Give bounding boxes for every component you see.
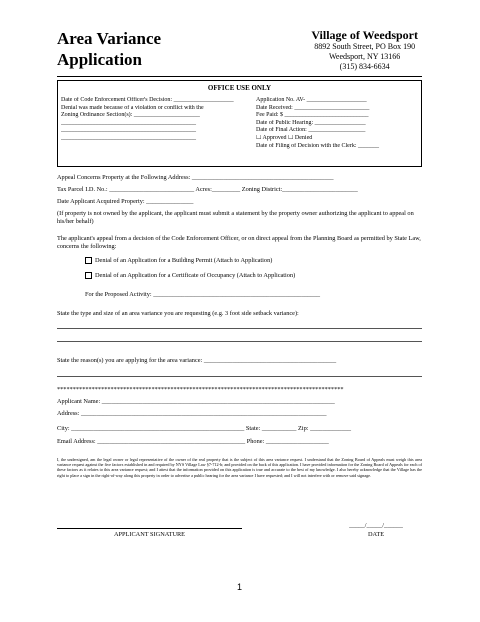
office-left-line[interactable]: _____________________________________________ (61, 119, 196, 126)
header-divider (57, 76, 422, 77)
tax-parcel-field[interactable]: Tax Parcel I.D. No.: ___________________________ Acres:_________ Zoning District:________________________ (57, 186, 358, 193)
certification-statement: I, the undersigned, am the legal owner or legal representative of the owner of the real property that is the subject of this area variance request. I understand that the Zoning Board of Appeals must weigh this area variance request against the five factors established in and required by NYS Village Law §7-712-b; and provided on the back of this application. I have provided information for the Zoning Board of Appeals for each of these factors as it relates to this area variance request; and I attest that the information provided on this application is true and accurate to the best of my knowledge. I also hereby acknowledge that the Village has the right to place a sign in the right-of-way along this property in order to advertise a public hearing for the area variance I have requested; and I will not interfere with or remove said signage. (57, 457, 422, 478)
appeal-intro: The applicant's appeal from a decision of the Code Enforcement Officer, or on direct appeal from the Planning Board as permitted by State Law, concerns the following: (57, 235, 421, 250)
reasons-field[interactable]: State the reason(s) you are applying for the area variance: __________________________________________ (57, 357, 337, 364)
variance-type-line[interactable] (57, 328, 422, 329)
reasons-line[interactable] (57, 376, 422, 377)
office-right-column (256, 97, 416, 150)
office-right-line[interactable]: Date of Public Hearing: _________________ (256, 119, 366, 126)
title-line-1: Area Variance (57, 29, 162, 48)
office-right-line[interactable]: Application No. AV- ____________________ (256, 97, 367, 103)
village-address-2: Weedsport, NY 13166 (329, 52, 401, 61)
appeal-property-field[interactable]: Appeal Concerns Property at the Following Address: _____________________________________________ (57, 174, 334, 181)
checkbox-icon[interactable] (85, 272, 92, 279)
office-left-column (61, 97, 256, 143)
option-building-permit[interactable] (85, 257, 422, 265)
signature-line[interactable] (57, 528, 242, 529)
title-line-2: Application (57, 50, 143, 69)
office-right-line[interactable]: ☐ Approved ☐ Denied (256, 134, 313, 141)
checkbox-icon[interactable] (85, 257, 92, 264)
option-building-permit-label: Denial of an Application for a Building Permit (Attach to Application) (95, 257, 273, 264)
option-certificate-occupancy-label: Denial of an Application for a Certificate of Occupancy (Attach to Application) (95, 272, 296, 279)
office-left-line[interactable]: Zoning Ordinance Section(s): ______________________ (61, 112, 200, 119)
page-number: 1 (237, 582, 243, 592)
owner-note: (If property is not owned by the applicant, the applicant must submit a statement by the property owner authorizing the applicant to appeal on his/her behalf) (57, 210, 414, 225)
proposed-activity-field[interactable]: For the Proposed Activity: _____________________________________________________ (85, 291, 321, 298)
office-right-line[interactable]: Fee Paid: $ ____________________________ (256, 112, 369, 119)
variance-type-line[interactable] (57, 341, 422, 342)
office-left-line: Denial was made because of a violation or conflict with the (61, 104, 204, 111)
variance-type-prompt: State the type and size of an area variance you are requesting (e.g. 3 foot side setback variance): (57, 310, 299, 317)
email-phone-field[interactable]: Email Address: _______________________________________________ Phone: ____________________ (57, 438, 329, 445)
address-field[interactable]: Address: ______________________________________________________________________________ (57, 410, 327, 417)
village-name: Village of Weedsport (311, 28, 418, 42)
date-label: DATE (367, 531, 385, 538)
office-right-line[interactable]: Date of Filing of Decision with the Clerk: _______ (256, 142, 379, 149)
office-right-line[interactable]: Date Received: _________________________ (256, 104, 370, 111)
option-certificate-occupancy[interactable] (85, 272, 422, 280)
office-left-line[interactable]: Date of Code Enforcement Officer's Decision: ____________________ (61, 97, 234, 103)
form-title (57, 28, 161, 70)
village-header (311, 28, 418, 72)
village-phone: (315) 834-6634 (339, 62, 390, 71)
date-blank[interactable]: _____/_____/______ (349, 522, 403, 529)
office-right-line[interactable]: Date of Final Action: ___________________ (256, 127, 366, 134)
applicant-name-field[interactable]: Applicant Name: __________________________________________________________________________ (57, 398, 335, 405)
date-acquired-field[interactable]: Date Applicant Acquired Property: _______________ (57, 198, 194, 205)
city-state-zip-field[interactable]: City: _______________________________________________________ State: ___________ Zip: _____________ (57, 425, 352, 432)
village-address-1: 8892 South Street, PO Box 190 (314, 42, 416, 51)
separator-stars: ******************************************************************************************* (57, 386, 344, 393)
office-left-line[interactable]: _____________________________________________ (61, 127, 196, 134)
office-use-heading: OFFICE USE ONLY (207, 84, 272, 92)
office-left-line[interactable]: _____________________________________________ (61, 134, 196, 141)
signature-label: APPLICANT SIGNATURE (113, 531, 186, 538)
office-use-box (57, 80, 422, 167)
